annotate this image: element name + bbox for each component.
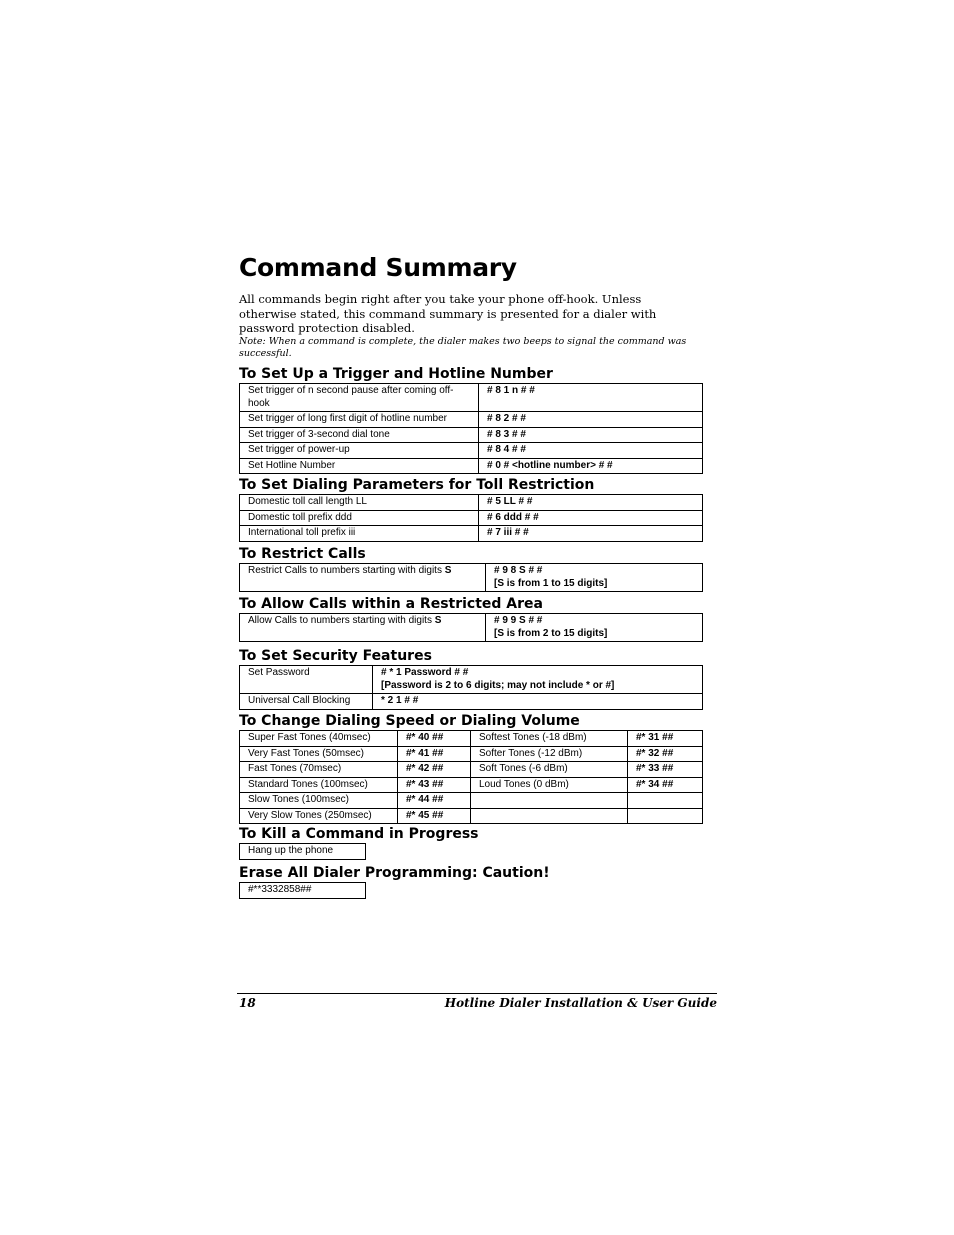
erase-table [239, 882, 366, 899]
intro-paragraph: All commands begin right after you take your phone off-hook. Unless otherwise stated, this command summary is presented for a dialer with password protection disabled. [239, 292, 657, 335]
security-code-note: [Password is 2 to 6 digits; may not include * or #] [381, 679, 615, 691]
toll-table [239, 494, 703, 542]
allow-code-note: [S is from 2 to 15 digits] [494, 627, 608, 639]
table-row [240, 844, 366, 860]
section-speed-volume [239, 713, 703, 824]
restrict-code-note: [S is from 1 to 15 digits] [494, 577, 608, 589]
section-heading: To Change Dialing Speed or Dialing Volume [239, 713, 580, 729]
table-cell: #* 34 ## [628, 777, 703, 793]
page-content [239, 252, 717, 360]
allow-desc: Allow Calls to numbers starting with digits [248, 615, 432, 626]
table-cell: # 8 2 # # [479, 412, 703, 428]
table-row [240, 808, 703, 824]
table-cell: Domestic toll call length LL [240, 495, 479, 511]
table-cell [486, 564, 703, 592]
table-cell: # 8 3 # # [479, 427, 703, 443]
table-cell: #* 32 ## [628, 746, 703, 762]
table-cell: #**3332858## [240, 883, 366, 899]
table-cell [628, 793, 703, 809]
allow-code: # 9 9 S # # [494, 615, 543, 626]
table-cell [486, 614, 703, 642]
table-row [240, 746, 703, 762]
section-allow [239, 596, 703, 642]
table-cell: Softer Tones (-12 dBm) [471, 746, 628, 762]
restrict-code: # 9 8 S # # [494, 565, 543, 576]
section-heading: To Restrict Calls [239, 546, 366, 562]
table-cell: #* 42 ## [398, 762, 471, 778]
table-cell: #* 41 ## [398, 746, 471, 762]
table-cell [471, 808, 628, 824]
allow-table [239, 613, 703, 642]
kill-table [239, 843, 366, 860]
section-heading: To Kill a Command in Progress [239, 826, 479, 842]
table-cell: Set trigger of 3-second dial tone [240, 427, 479, 443]
table-cell: Very Fast Tones (50msec) [240, 746, 398, 762]
section-heading: To Allow Calls within a Restricted Area [239, 596, 543, 612]
table-cell: Soft Tones (-6 dBm) [471, 762, 628, 778]
table-row [240, 614, 703, 642]
table-cell [628, 808, 703, 824]
trigger-table [239, 383, 703, 474]
table-cell: International toll prefix iii [240, 526, 479, 542]
table-cell: Very Slow Tones (250msec) [240, 808, 398, 824]
page-footer [237, 993, 717, 1010]
security-code: # * 1 Password # # [381, 667, 469, 678]
restrict-desc: Restrict Calls to numbers starting with digits [248, 565, 442, 576]
table-cell [373, 666, 703, 694]
table-cell: Fast Tones (70msec) [240, 762, 398, 778]
section-heading: Erase All Dialer Programming: Caution! [239, 865, 550, 881]
table-cell: # 7 iii # # [479, 526, 703, 542]
table-cell: Super Fast Tones (40msec) [240, 731, 398, 747]
speed-volume-table [239, 730, 703, 824]
security-table [239, 665, 703, 710]
table-row [240, 526, 703, 542]
table-cell: #* 43 ## [398, 777, 471, 793]
table-cell: Domestic toll prefix ddd [240, 510, 479, 526]
table-cell: Loud Tones (0 dBm) [471, 777, 628, 793]
table-cell: # 6 ddd # # [479, 510, 703, 526]
table-cell: Set Password [240, 666, 373, 694]
section-heading: To Set Dialing Parameters for Toll Restriction [239, 477, 595, 493]
table-cell: # 5 LL # # [479, 495, 703, 511]
table-cell: # 0 # <hotline number> # # [479, 458, 703, 474]
section-heading: To Set Up a Trigger and Hotline Number [239, 366, 553, 382]
section-trigger [239, 366, 703, 474]
allow-desc-bold: S [434, 615, 442, 626]
table-cell [471, 793, 628, 809]
table-row [240, 510, 703, 526]
table-cell: #* 40 ## [398, 731, 471, 747]
table-row [240, 564, 703, 592]
table-cell: Hang up the phone [240, 844, 366, 860]
table-cell: Universal Call Blocking [240, 694, 373, 710]
table-cell: Slow Tones (100msec) [240, 793, 398, 809]
table-cell: Softest Tones (-18 dBm) [471, 731, 628, 747]
table-row [240, 384, 703, 412]
table-cell: #* 45 ## [398, 808, 471, 824]
section-heading: To Set Security Features [239, 648, 432, 664]
table-row [240, 666, 703, 694]
section-kill [239, 826, 479, 860]
table-row [240, 883, 366, 899]
table-cell: # 8 1 n # # [479, 384, 703, 412]
table-row [240, 731, 703, 747]
table-row [240, 427, 703, 443]
restrict-desc-bold: S [444, 565, 452, 576]
table-row [240, 694, 703, 710]
footer-title: Hotline Dialer Installation & User Guide [444, 996, 717, 1010]
page-number: 18 [239, 996, 256, 1010]
table-cell: Set trigger of long first digit of hotline number [240, 412, 479, 428]
table-row [240, 458, 703, 474]
table-cell: Set Hotline Number [240, 458, 479, 474]
table-row [240, 793, 703, 809]
section-restrict [239, 546, 703, 592]
note-paragraph: Note: When a command is complete, the dialer makes two beeps to signal the command was successful. [239, 335, 687, 359]
table-cell: #* 33 ## [628, 762, 703, 778]
table-cell: #* 44 ## [398, 793, 471, 809]
table-row [240, 495, 703, 511]
page-title: Command Summary [239, 253, 517, 282]
table-cell: # 8 4 # # [479, 443, 703, 459]
table-cell [240, 564, 486, 592]
table-row [240, 412, 703, 428]
table-cell: * 2 1 # # [373, 694, 703, 710]
table-cell: Set trigger of n second pause after coming off-hook [240, 384, 479, 412]
section-security [239, 648, 703, 710]
section-toll [239, 477, 703, 542]
table-row [240, 443, 703, 459]
table-cell: #* 31 ## [628, 731, 703, 747]
table-cell: Standard Tones (100msec) [240, 777, 398, 793]
table-cell [240, 614, 486, 642]
table-row [240, 777, 703, 793]
table-row [240, 762, 703, 778]
restrict-table [239, 563, 703, 592]
section-erase [239, 865, 550, 899]
table-cell: Set trigger of power-up [240, 443, 479, 459]
